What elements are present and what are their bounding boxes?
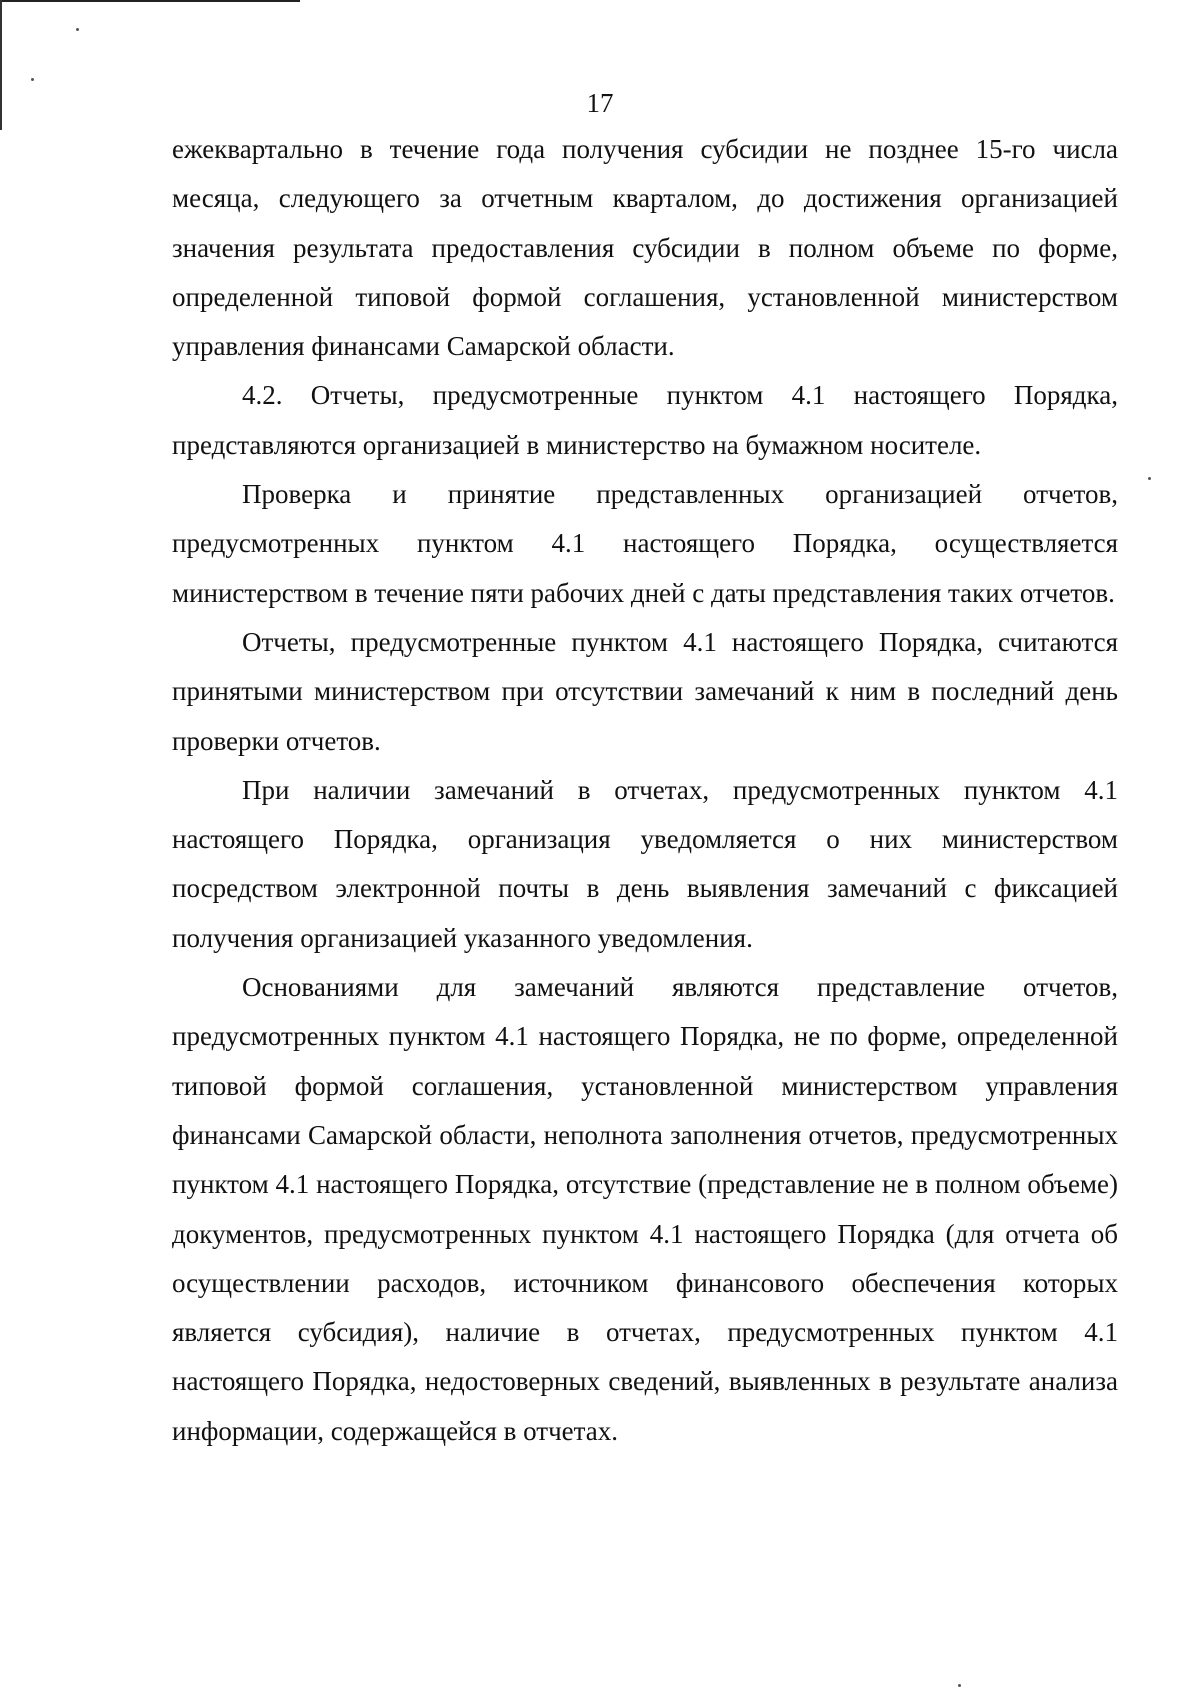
paragraph-4-2: 4.2. Отчеты, предусмотренные пунктом 4.1 настоящего Порядка, представляются организацией в министерство на бумажном носителе. xyxy=(172,380,1118,460)
scan-speck xyxy=(76,28,79,31)
document-body xyxy=(172,125,1118,1456)
scan-speck xyxy=(31,78,34,81)
scan-speck xyxy=(958,1684,961,1687)
paragraph-remarks-notice: При наличии замечаний в отчетах, предусмотренных пунктом 4.1 настоящего Порядка, организация уведомляется о них министерством посредством электронной почты в день выявления замечаний с фиксацией получения организацией указанного уведомления. xyxy=(172,774,1118,953)
paragraph-verification: Проверка и принятие представленных организацией отчетов, предусмотренных пунктом 4.1 настоящего Порядка, осуществляется министерством в течение пяти рабочих дней с даты представления таких отчетов. xyxy=(172,479,1118,608)
page-number: 17 xyxy=(586,88,614,118)
paragraph-remarks-grounds: Основаниями для замечаний являются представление отчетов, предусмотренных пунктом 4.1 настоящего Порядка, не по форме, определенной типовой формой соглашения, установленной министерством управления финансами Самарской области, неполнота заполнения отчетов, предусмотренных пунктом 4.1 настоящего Порядка, отсутствие (представление не в полном объеме) документов, предусмотренных пунктом 4.1 настоящего Порядка (для отчета об осуществлении расходов, источником финансового обеспечения которых является субсидия), наличие в отчетах, предусмотренных пунктом 4.1 настоящего Порядка, недостоверных сведений, выявленных в результате анализа информации, содержащейся в отчетах. xyxy=(172,972,1118,1446)
scan-edge-top xyxy=(0,0,300,2)
paragraph-acceptance: Отчеты, предусмотренные пунктом 4.1 настоящего Порядка, считаются принятыми министерством при отсутствии замечаний к ним в последний день проверки отчетов. xyxy=(172,626,1118,756)
paragraph-continuation: ежеквартально в течение года получения субсидии не позднее 15-го числа месяца, следующего за отчетным кварталом, до достижения организацией значения результата предоставления субсидии в полном объеме по форме, определенной типовой формой соглашения, установленной министерством управления финансами Самарской области. xyxy=(172,134,1118,362)
scan-speck xyxy=(1148,477,1151,480)
